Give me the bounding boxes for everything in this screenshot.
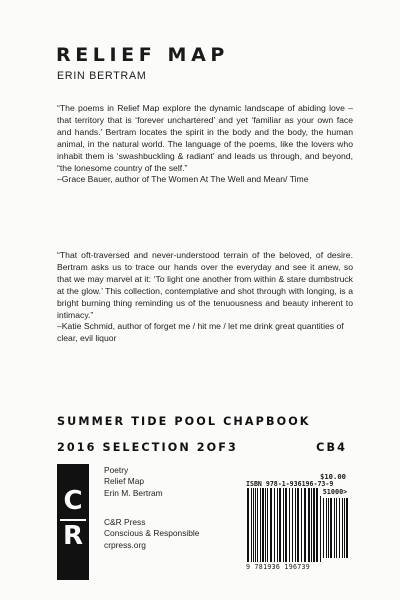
book-info-author: Erin M. Bertram [104, 487, 163, 498]
barcode-bar [342, 498, 343, 558]
barcode-bar [346, 498, 348, 558]
barcode-bar [334, 498, 335, 558]
barcode-bar [247, 488, 249, 562]
barcode-bar [274, 488, 275, 562]
blurb-1-quote: “The poems in Relief Map explore the dynamic landscape of abiding love – that territory that is ‘forever unchartered’ and yet ‘familiar as your own face and hands.’ Bertram locates the spirit in the body and the body, the human animal, in the natural world. The language of the poems, like the lovers who inhabit them is ‘swashbuckling & radiant’ and leads us through, and beyond, “the lonesome country of the self.” [57, 103, 353, 173]
publisher-name: C&R Press [104, 517, 146, 527]
barcode-bar [339, 498, 340, 558]
barcode-bar [283, 488, 284, 562]
isbn-label: ISBN 978-1-936196-73-9 [246, 480, 334, 488]
barcode-bar [323, 498, 324, 558]
logo-letter-c: C [63, 486, 83, 516]
barcode-bar [328, 498, 329, 558]
barcode-bar [320, 488, 321, 562]
barcode-bar [279, 488, 281, 562]
blurb-2-attribution: –Katie Schmid, author of forget me / hit me / let me drink great quantities of clear, evil liquor [57, 321, 344, 344]
barcode-bar [270, 488, 272, 562]
blurb-1-attribution: –Grace Bauer, author of The Women At The Well and Mean/ Time [57, 174, 309, 185]
book-genre: Poetry [104, 465, 129, 475]
book-info [104, 465, 224, 499]
blurb-2-quote: “That oft-traversed and never-understood terrain of the beloved, of desire. Bertram asks us to trace our hands over the everyday and see it anew, so that we may marvel at it: ‘To light one another from within & stare dumbstruck at the glow.’ This collection, contemplative and shot through with longing, is a bright burning thing reminding us of the tenuousness and beauty inherent to intimacy.” [57, 250, 353, 320]
barcode-bar [297, 488, 299, 562]
price-label: $10.00 [320, 472, 346, 481]
isbn-barcode [246, 488, 322, 564]
barcode-bar [267, 488, 268, 562]
addon-code: 51000> [320, 488, 350, 496]
chapbook-number: CB4 [316, 441, 347, 454]
publisher-info [104, 517, 224, 551]
barcode-bar [265, 488, 266, 562]
book-title: RELIEF MAP [56, 44, 229, 66]
barcode-bar [304, 488, 306, 562]
barcode-bar [316, 488, 318, 562]
barcode-bar [253, 488, 254, 562]
series-title: SUMMER TIDE POOL CHAPBOOK [57, 415, 311, 428]
publisher-website: crpress.org [104, 539, 146, 550]
barcode-bar [251, 488, 252, 562]
publisher-tagline: Conscious & Responsible [104, 528, 200, 539]
barcode-bar [313, 488, 315, 562]
book-info-title: Relief Map [104, 476, 145, 487]
author-name: ERIN BERTRAM [57, 70, 147, 82]
barcode-bar [311, 488, 312, 562]
logo-letter-r: R [62, 521, 84, 551]
barcode-bar [289, 488, 290, 562]
barcode-bar [292, 488, 293, 562]
barcode-bar [257, 488, 258, 562]
selection-label: 2016 SELECTION 2OF3 [57, 441, 238, 454]
barcode-bar [330, 498, 332, 558]
barcode-bar [295, 488, 296, 562]
barcode-bar [285, 488, 287, 562]
barcode-bar [301, 488, 302, 562]
barcode-bar [277, 488, 278, 562]
price-addon-barcode [322, 488, 348, 558]
barcode-bar [344, 498, 345, 558]
barcode-bar [255, 488, 256, 562]
blurb-2 [57, 250, 353, 345]
blurb-1 [57, 103, 353, 186]
barcode-digits: 9 781936 196739 [246, 563, 311, 571]
barcode-bar [336, 498, 337, 558]
barcode-bar [260, 488, 261, 562]
series-selection [57, 441, 347, 454]
barcode-bar [326, 498, 327, 558]
barcode-bar [308, 488, 310, 562]
publisher-logo [57, 464, 89, 580]
barcode-bar [262, 488, 264, 562]
